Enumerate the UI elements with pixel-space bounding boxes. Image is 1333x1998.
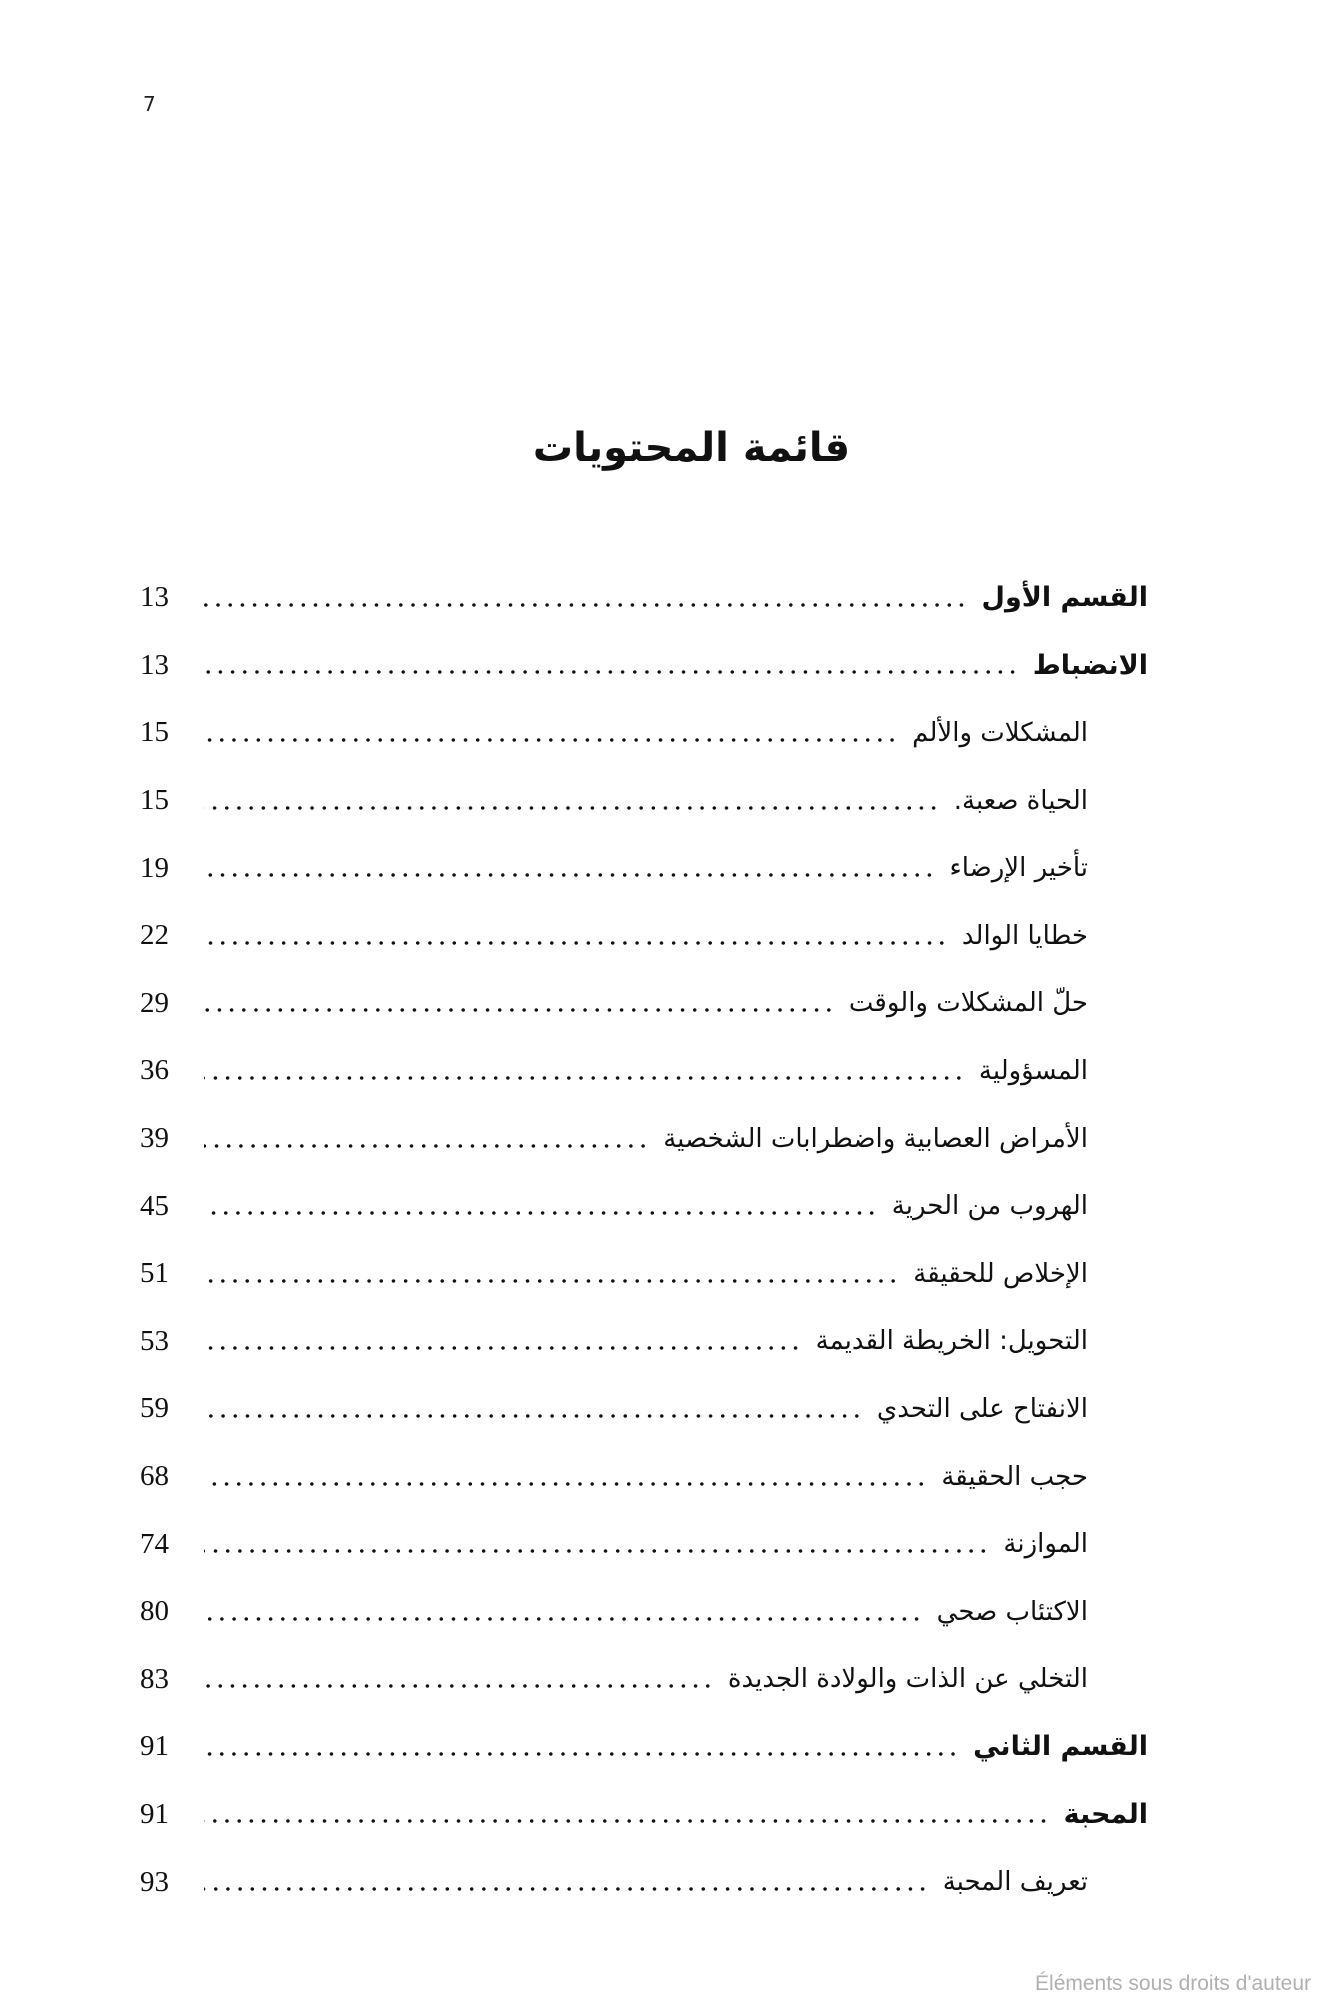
toc-page-number: 91 [140, 1730, 169, 1763]
toc-entry[interactable] [140, 1037, 1148, 1105]
toc-entry-label: الانفتاح على التحدي [876, 1393, 1088, 1424]
table-of-contents [140, 564, 1148, 1916]
toc-entry-label: القسم الأول [981, 582, 1148, 614]
toc-page-number: 22 [140, 919, 169, 952]
toc-entry-label: الهروب من الحرية [891, 1191, 1088, 1222]
toc-entry-label: الحياة صعبة. [953, 785, 1088, 816]
toc-page-number: 83 [140, 1662, 169, 1695]
dot-leader [204, 1343, 802, 1353]
dot-leader [204, 1749, 959, 1759]
dot-leader [204, 667, 1019, 677]
page-title: قائمة المحتويات [532, 425, 851, 471]
dot-leader [204, 600, 968, 610]
toc-page-number: 15 [140, 716, 169, 749]
toc-entry[interactable] [140, 1646, 1148, 1714]
page-number: 7 [143, 92, 156, 116]
dot-leader [204, 1614, 923, 1624]
toc-entry[interactable] [140, 1443, 1148, 1511]
toc-entry-label: المشكلات والألم [912, 717, 1088, 748]
toc-page-number: 59 [140, 1392, 169, 1425]
dot-leader [204, 1816, 1050, 1826]
toc-entry[interactable] [140, 1308, 1148, 1376]
toc-entry[interactable] [140, 1578, 1148, 1646]
toc-entry-label: خطايا الوالد [961, 920, 1088, 951]
toc-page-number: 13 [140, 581, 169, 614]
toc-entry[interactable] [140, 902, 1148, 970]
dot-leader [204, 735, 898, 745]
toc-entry-label: حجب الحقيقة [941, 1461, 1088, 1492]
toc-entry-label: الانضباط [1032, 649, 1148, 681]
toc-page-number: 29 [140, 986, 169, 1019]
dot-leader [204, 1546, 989, 1556]
dot-leader [204, 1276, 899, 1286]
dot-leader [204, 1884, 929, 1894]
toc-page-number: 74 [140, 1527, 169, 1560]
toc-entry-label: تعريف المحبة [942, 1867, 1088, 1898]
toc-page-number: 19 [140, 851, 169, 884]
toc-entry[interactable] [140, 564, 1148, 632]
dot-leader [204, 870, 935, 880]
toc-entry-label: التحويل: الخريطة القديمة [815, 1326, 1088, 1357]
toc-entry[interactable] [140, 632, 1148, 700]
toc-page-number: 36 [140, 1054, 169, 1087]
toc-entry[interactable] [140, 1105, 1148, 1173]
dot-leader [204, 938, 948, 948]
toc-entry-label: الإخلاص للحقيقة [913, 1258, 1088, 1289]
toc-entry[interactable] [140, 767, 1148, 835]
toc-entry-label: المحبة [1063, 1798, 1148, 1830]
dot-leader [204, 1073, 965, 1083]
toc-page-number: 15 [140, 784, 169, 817]
toc-entry-label: الموازنة [1003, 1529, 1088, 1560]
toc-page-number: 51 [140, 1257, 169, 1290]
toc-entry-label: القسم الثاني [973, 1731, 1148, 1763]
dot-leader [204, 803, 940, 813]
toc-entry[interactable] [140, 699, 1148, 767]
toc-entry-label: الاكتئاب صحي [936, 1596, 1088, 1627]
toc-entry-label: حلّ المشكلات والوقت [848, 988, 1088, 1019]
dot-leader [204, 1141, 649, 1151]
dot-leader [204, 1479, 927, 1489]
toc-page-number: 13 [140, 648, 169, 681]
toc-page-number: 68 [140, 1460, 169, 1493]
toc-page-number: 93 [140, 1865, 169, 1898]
toc-page-number: 45 [140, 1189, 169, 1222]
toc-entry[interactable] [140, 1375, 1148, 1443]
toc-page-number: 53 [140, 1324, 169, 1357]
toc-entry[interactable] [140, 1240, 1148, 1308]
toc-entry[interactable] [140, 1510, 1148, 1578]
dot-leader [204, 1208, 878, 1218]
dot-leader [204, 1681, 714, 1691]
toc-entry[interactable] [140, 1848, 1148, 1916]
copyright-footer: Éléments sous droits d'auteur [1035, 1972, 1311, 1995]
dot-leader [204, 1005, 835, 1015]
toc-entry-label: المسؤولية [978, 1055, 1088, 1086]
toc-entry-label: الأمراض العصابية واضطرابات الشخصية [663, 1123, 1088, 1154]
toc-entry[interactable] [140, 1781, 1148, 1849]
toc-page-number: 39 [140, 1122, 169, 1155]
toc-page-number: 91 [140, 1797, 169, 1830]
toc-entry[interactable] [140, 834, 1148, 902]
toc-page-number: 80 [140, 1595, 169, 1628]
toc-entry-label: تأخير الإرضاء [949, 853, 1088, 884]
dot-leader [204, 1411, 863, 1421]
toc-entry-label: التخلي عن الذات والولادة الجديدة [727, 1664, 1088, 1695]
toc-entry[interactable] [140, 1713, 1148, 1781]
toc-entry[interactable] [140, 970, 1148, 1038]
toc-entry[interactable] [140, 1172, 1148, 1240]
